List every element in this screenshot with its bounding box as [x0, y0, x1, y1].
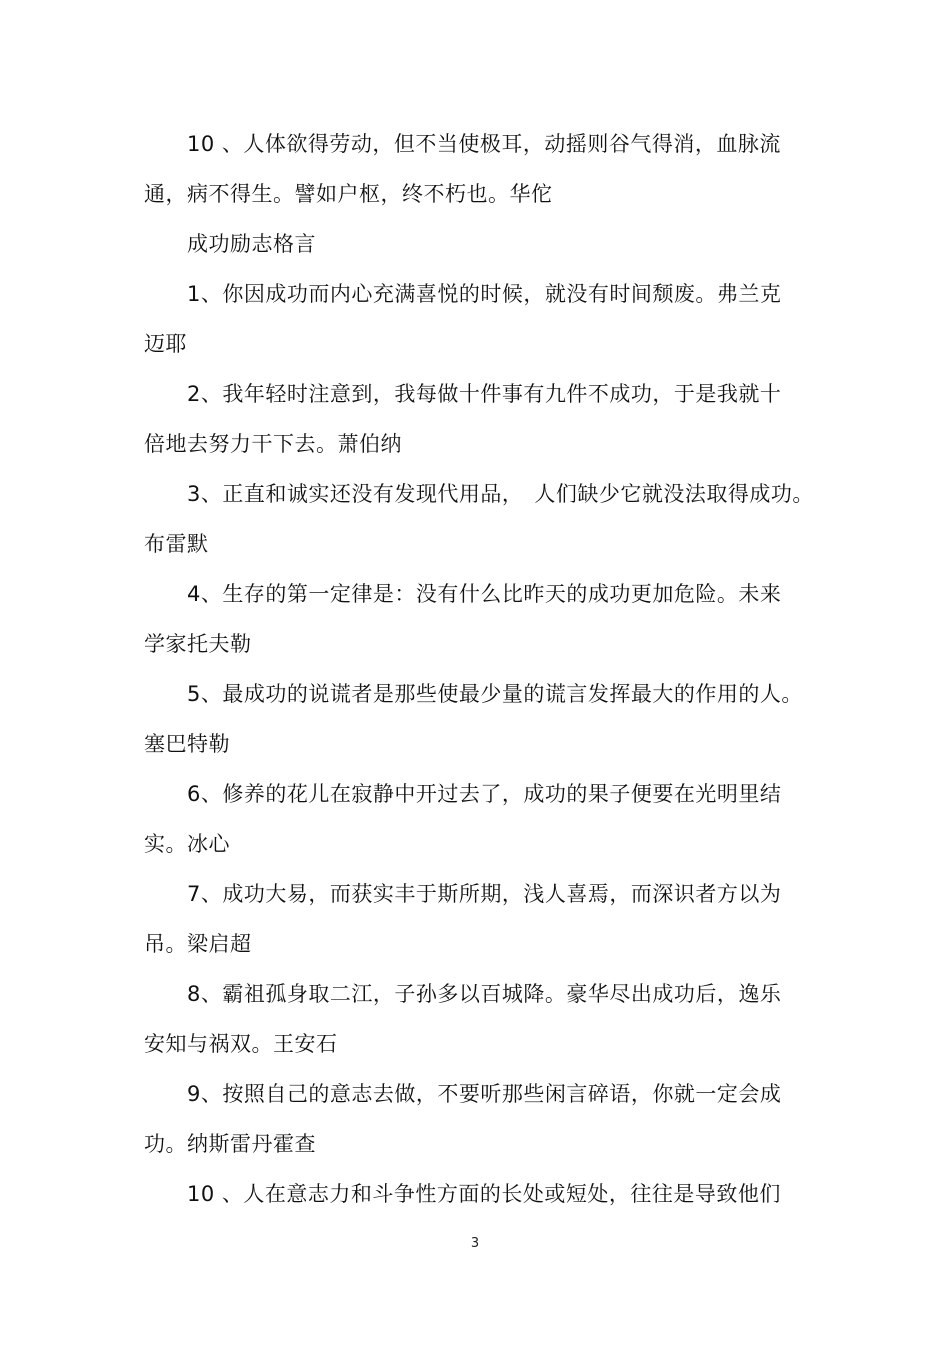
page-number: 3: [470, 1236, 480, 1251]
text-line: 通，病不得生。譬如户枢，终不朽也。华佗: [144, 182, 553, 206]
text-line: 5、最成功的说谎者是那些使最少量的谎言发挥最大的作用的人。: [187, 682, 803, 706]
text-line: 8、霸祖孤身取二江，子孙多以百城降。豪华尽出成功后，逸乐: [187, 982, 782, 1006]
text-line: 10 、人体欲得劳动，但不当使极耳，动摇则谷气得消，血脉流: [187, 132, 781, 156]
section-heading: 成功励志格言: [187, 232, 316, 256]
text-line: 安知与祸双。王安石: [144, 1032, 338, 1056]
text-line: 4、生存的第一定律是：没有什么比昨天的成功更加危险。未来: [187, 582, 782, 606]
text-line: 功。纳斯雷丹霍查: [144, 1132, 316, 1156]
text-line: 布雷默: [144, 532, 209, 556]
text-line: 10 、人在意志力和斗争性方面的长处或短处，往往是导致他们: [187, 1182, 781, 1206]
text-line: 实。冰心: [144, 832, 230, 856]
text-line: 倍地去努力干下去。萧伯纳: [144, 432, 402, 456]
text-line: 9、按照自己的意志去做，不要听那些闲言碎语，你就一定会成: [187, 1082, 782, 1106]
text-line: 7、成功大易，而获实丰于斯所期，浅人喜焉，而深识者方以为: [187, 882, 782, 906]
text-line: 学家托夫勒: [144, 632, 252, 656]
text-line: 迈耶: [144, 332, 187, 356]
text-line: 塞巴特勒: [144, 732, 230, 756]
text-line: 2、我年轻时注意到，我每做十件事有九件不成功，于是我就十: [187, 382, 782, 406]
text-line: 6、修养的花儿在寂静中开过去了，成功的果子便要在光明里结: [187, 782, 782, 806]
text-line: 1、你因成功而内心充满喜悦的时候，就没有时间颓废。弗兰克: [187, 282, 782, 306]
text-line: 吊。梁启超: [144, 932, 252, 956]
text-line: 3、正直和诚实还没有发现代用品， 人们缺少它就没法取得成功。: [187, 482, 814, 506]
